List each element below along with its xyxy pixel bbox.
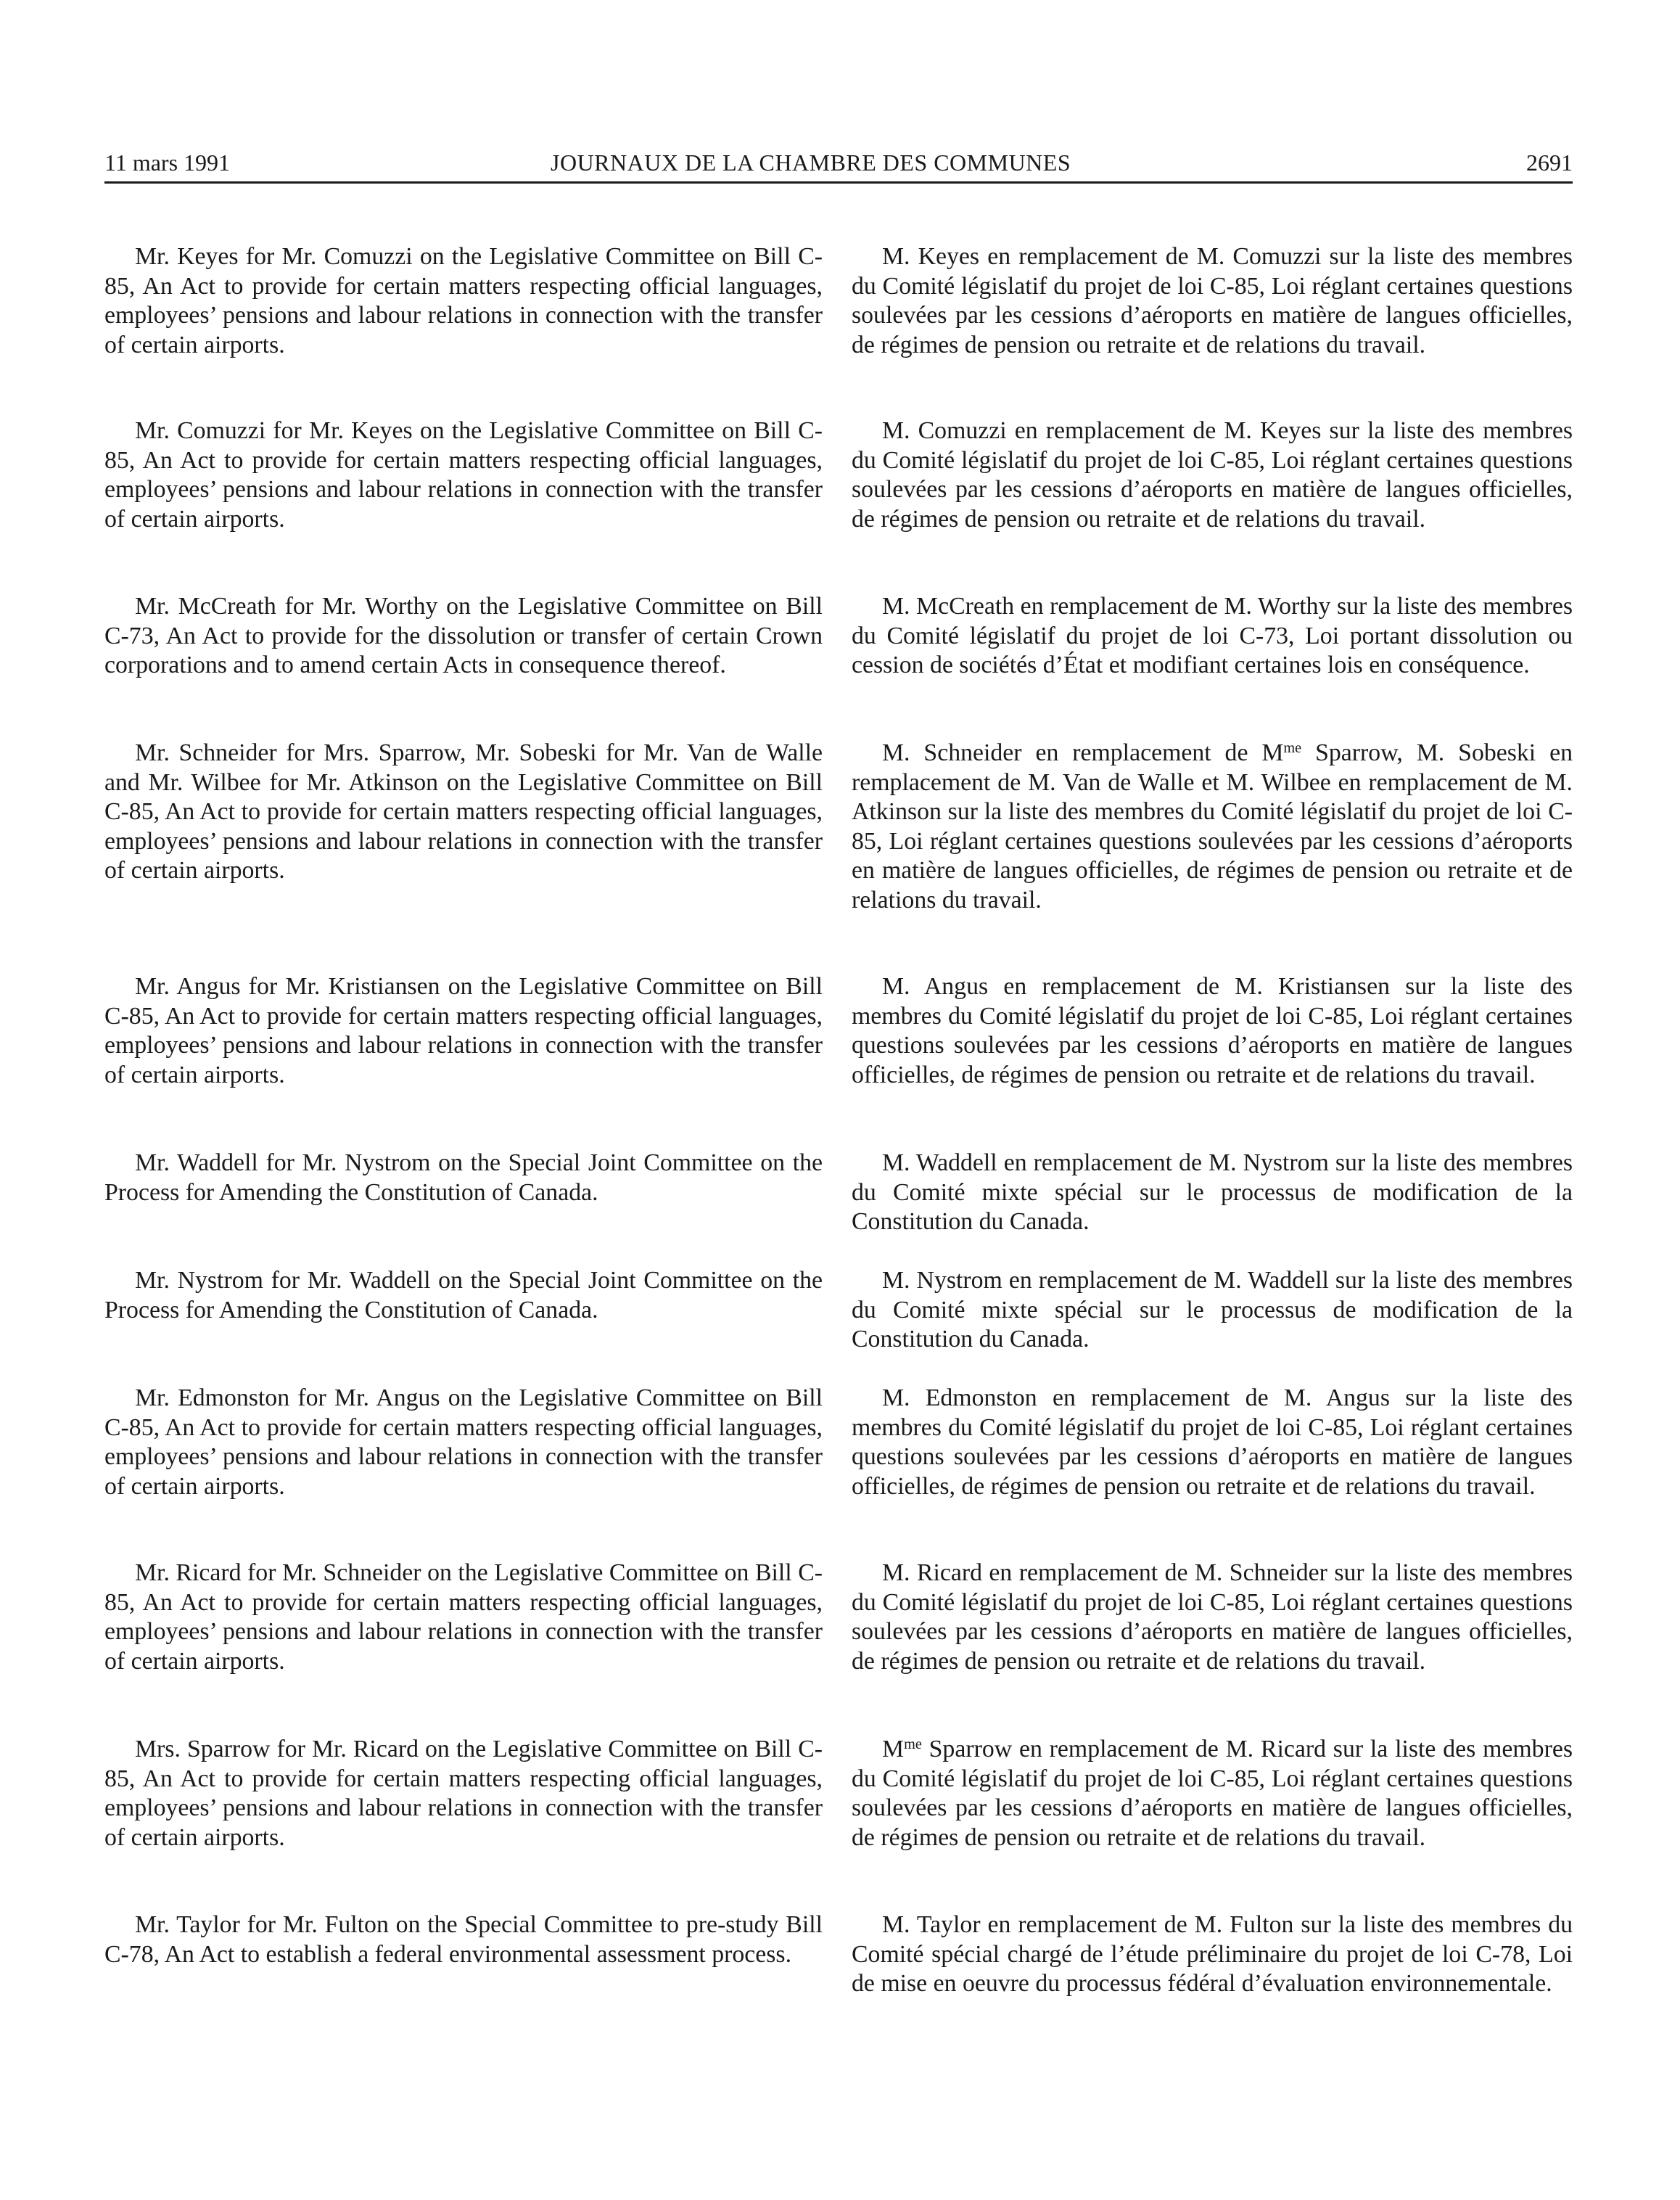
french-entry: M. Comuzzi en remplacement de M. Keyes sur la liste des membres du Comité législatif du projet de loi C-85, Loi réglant certaines questions soulevées par les cessions d’aéroports en matière de langues officielles, de régimes de pension ou retraite et de relations du travail. [852,417,1573,533]
french-entry: M. Edmonston en remplacement de M. Angus sur la liste des membres du Comité législatif du projet de loi C-85, Loi réglant certaines questions soulevées par les cessions d’aéroports en matière de langues officielles, de régimes de pension ou retraite et de relations du travail. [852,1384,1573,1500]
french-entry: M. Keyes en remplacement de M. Comuzzi sur la liste des membres du Comité législatif du projet de loi C-85, Loi réglant certaines questions soulevées par les cessions d’aéroports en matière de langues officielles, de régimes de pension ou retraite et de relations du travail. [852,243,1573,358]
english-entry: Mr. Taylor for Mr. Fulton on the Special Committee to pre-study Bill C-78, An Act to establish a federal environmental assessment process. [104,1911,823,1968]
english-entry: Mr. Angus for Mr. Kristiansen on the Legislative Committee on Bill C-85, An Act to provide for certain matters respecting official languages, employees’ pensions and labour relations in connection with the transfer of certain airports. [104,973,823,1088]
header-title: JOURNAUX DE LA CHAMBRE DES COMMUNES [551,149,1071,176]
french-entry: M. Nystrom en remplacement de M. Waddell sur la liste des membres du Comité mixte spécial sur le processus de modification de la Constitution du Canada. [852,1267,1573,1353]
english-entry: Mr. Nystrom for Mr. Waddell on the Special Joint Committee on the Process for Amending the Constitution of Canada. [104,1267,823,1323]
header-date: 11 mars 1991 [104,149,231,176]
french-entry: M. Waddell en remplacement de M. Nystrom sur la liste des membres du Comité mixte spécial sur le processus de modification de la Constitution du Canada. [852,1149,1573,1235]
english-entry: Mr. McCreath for Mr. Worthy on the Legislative Committee on Bill C-73, An Act to provide for the dissolution or transfer of certain Crown corporations and to amend certain Acts in consequence thereof. [104,593,823,678]
french-entry: M. Ricard en remplacement de M. Schneider sur la liste des membres du Comité législatif du projet de loi C-85, Loi réglant certaines questions soulevées par les cessions d’aéroports en matière de langues officielles, de régimes de pension ou retraite et de relations du travail. [852,1559,1573,1675]
english-entry: Mr. Waddell for Mr. Nystrom on the Special Joint Committee on the Process for Amending the Constitution of Canada. [104,1149,823,1206]
french-entry: $M^{me}$ Sparrow en remplacement de M. Ricard sur la liste des membres du Comité législatif du projet de loi C-85, Loi réglant certaines questions soulevées par les cessions d’aéroports en matière de langues officielles, de régimes de pension ou retraite et de relations du travail. [852,1736,1573,1851]
french-entry: M. Angus en remplacement de M. Kristiansen sur la liste des membres du Comité législatif du projet de loi C-85, Loi réglant certaines questions soulevées par les cessions d’aéroports en matière de langues officielles, de régimes de pension ou retraite et de relations du travail. [852,973,1573,1088]
french-entry: M. Schneider en remplacement de $M^{me}$ Sparrow, M. Sobeski en remplacement de M. Van de Walle et M. Wilbee en remplacement de M. Atkinson sur la liste des membres du Comité législatif du projet de loi C-85, Loi réglant certaines questions soulevées par les cessions d’aéroports en matière de langues officielles, de régimes de pension ou retraite et de relations du travail. [852,739,1573,914]
page-header [104,144,1573,184]
english-entry: Mr. Edmonston for Mr. Angus on the Legislative Committee on Bill C-85, An Act to provide for certain matters respecting official languages, employees’ pensions and labour relations in connection with the transfer of certain airports. [104,1384,823,1500]
english-entry: Mr. Comuzzi for Mr. Keyes on the Legislative Committee on Bill C-85, An Act to provide for certain matters respecting official languages, employees’ pensions and labour relations in connection with the transfer of certain airports. [104,417,823,533]
header-page-number: 2691 [1526,149,1573,176]
english-entry: Mr. Keyes for Mr. Comuzzi on the Legislative Committee on Bill C-85, An Act to provide for certain matters respecting official languages, employees’ pensions and labour relations in connection with the transfer of certain airports. [104,243,823,358]
english-entry: Mr. Ricard for Mr. Schneider on the Legislative Committee on Bill C-85, An Act to provide for certain matters respecting official languages, employees’ pensions and labour relations in connection with the transfer of certain airports. [104,1559,823,1675]
english-entry: Mrs. Sparrow for Mr. Ricard on the Legislative Committee on Bill C-85, An Act to provide for certain matters respecting official languages, employees’ pensions and labour relations in connection with the transfer of certain airports. [104,1736,823,1851]
french-entry: M. Taylor en remplacement de M. Fulton sur la liste des membres du Comité spécial chargé de l’étude préliminaire du projet de loi C-78, Loi de mise en oeuvre du processus fédéral d’évaluation environnementale. [852,1911,1573,1997]
french-entry: M. McCreath en remplacement de M. Worthy sur la liste des membres du Comité législatif du projet de loi C-73, Loi portant dissolution ou cession de sociétés d’État et modifiant certaines lois en conséquence. [852,593,1573,678]
english-entry: Mr. Schneider for Mrs. Sparrow, Mr. Sobeski for Mr. Van de Walle and Mr. Wilbee for Mr. Atkinson on the Legislative Committee on Bill C-85, An Act to provide for certain matters respecting official languages, employees’ pensions and labour relations in connection with the transfer of certain airports. [104,739,823,884]
